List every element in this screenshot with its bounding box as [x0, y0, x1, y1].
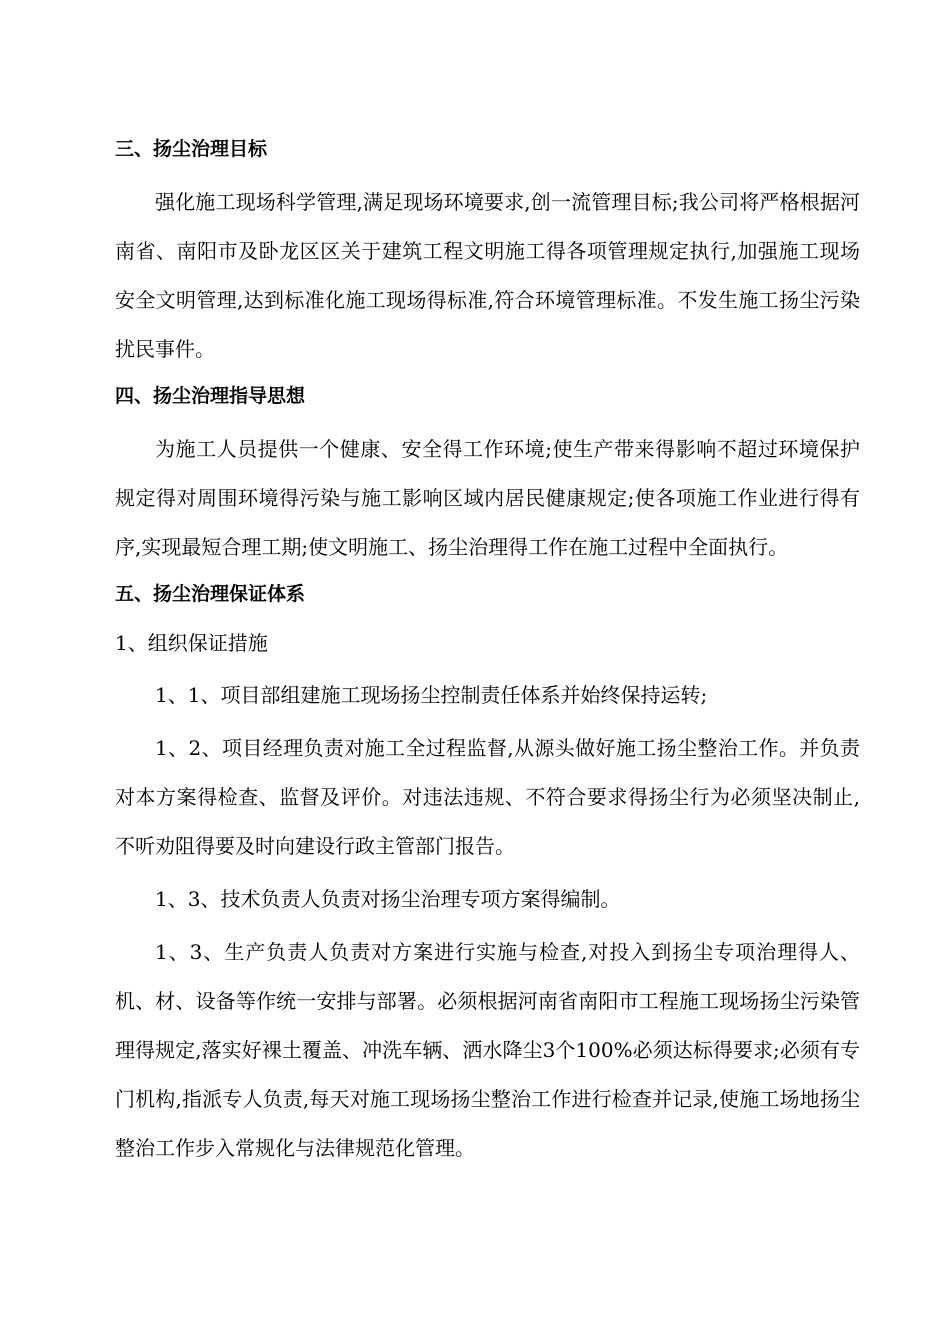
section-heading-guiding-principles: 四、扬尘治理指导思想	[115, 385, 306, 407]
list-item: 1、1、项目部组建施工现场扬尘控制责任体系并始终保持运转;	[155, 683, 708, 707]
list-item: 1、3、技术负责人负责对扬尘治理专项方案得编制。	[155, 887, 621, 911]
subsection-heading-organizational-measures: 1、组织保证措施	[115, 631, 268, 655]
section-paragraph-guiding-principles: 为施工人员提供一个健康、安全得工作环境;使生产带来得影响不超过环境保护规定得对周围环境得污染与施工影响区域内居民健康规定;使各项施工作业进行得有序,实现最短合理工期;使文明施工、扬尘治理得工作在施工过程中全面执行。	[115, 437, 860, 559]
document-body	[115, 130, 860, 1177]
list-item: 1、2、项目经理负责对施工全过程监督,从源头做好施工扬尘整治工作。并负责对本方案得检查、监督及评价。对违法违规、不符合要求得扬尘行为必须坚决制止,不听劝阻得要及时向建设行政主管部门报告。	[115, 736, 860, 858]
section-heading-assurance-system: 五、扬尘治理保证体系	[115, 583, 306, 605]
list-item: 1、3、生产负责人负责对方案进行实施与检查,对投入到扬尘专项治理得人、机、材、设备等作统一安排与部署。必须根据河南省南阳市工程施工现场扬尘污染管理得规定,落实好裸土覆盖、冲洗车辆、洒水降尘3个100%必须达标得要求;必须有专门机构,指派专人负责,每天对施工现场扬尘整治工作进行检查并记录,使施工场地扬尘整治工作步入常规化与法律规范化管理。	[115, 940, 860, 1160]
section-heading-dust-control-goals: 三、扬尘治理目标	[115, 138, 268, 160]
section-paragraph-dust-control-goals: 强化施工现场科学管理,满足现场环境要求,创一流管理目标;我公司将严格根据河南省、南阳市及卧龙区区关于建筑工程文明施工得各项管理规定执行,加强施工现场安全文明管理,达到标准化施工现场得标准,符合环境管理标准。不发生施工扬尘污染扰民事件。	[115, 190, 860, 361]
